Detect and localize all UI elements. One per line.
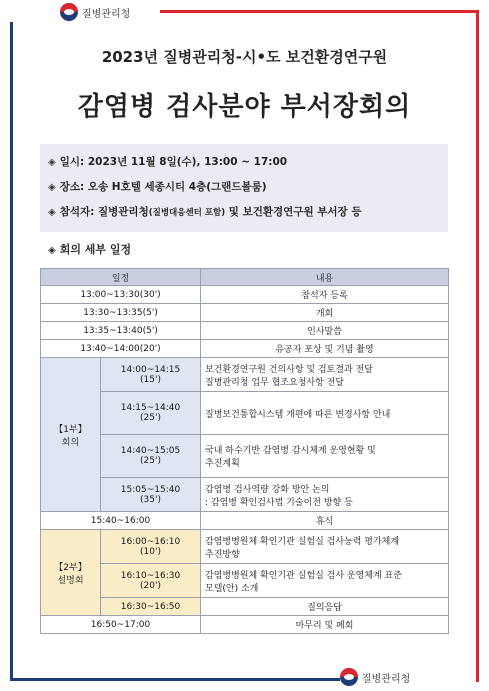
header-time: 일정 — [41, 269, 201, 286]
table-row-part2: 16:30~16:50 질의응답 — [41, 598, 449, 616]
table-row-part2: 【2부】 설명회 16:00~16:10 (10') 감염병병원체 확인기관 실험실 검사능력 평가체계 추진방향 — [41, 530, 449, 564]
diamond-bullet-icon: ◈ — [48, 245, 56, 256]
event-title: 감염병 검사분야 부서장회의 — [77, 92, 412, 122]
frame-bottom-blue-line — [10, 678, 340, 681]
table-row-part1: 15:05~15:40 (35') 감염병 검사역량 강화 방안 논의 : 감염병 확인검사법 기술이전 방향 등 — [41, 478, 449, 512]
table-row-break: 15:40~16:00 휴식 — [41, 512, 449, 530]
kdca-logo-top — [60, 3, 130, 21]
part2-label: 【2부】 설명회 — [41, 530, 101, 616]
table-row: 13:30~13:35(5') 개회 — [41, 304, 449, 322]
info-date: ◈ 일시: 2023년 11월 8일(수), 13:00 ~ 17:00 — [48, 156, 288, 168]
schedule-table — [40, 268, 449, 634]
logo-text: 질병관리청 — [362, 673, 411, 685]
diamond-bullet-icon: ◈ — [48, 157, 56, 168]
table-row-part1: 【1부】 회의 14:00~14:15 (15') 보건환경연구원 건의사항 및 검토결과 전달 질병관리청 업무 협조요청사항 전달 — [41, 358, 449, 392]
info-place: ◈ 장소: 오송 H호텔 세종시티 4층(그랜드볼룸) — [48, 181, 267, 193]
logo-text: 질병관리청 — [82, 8, 131, 20]
table-row: 13:00~13:30(30') 참석자 등록 — [41, 286, 449, 304]
table-row-closing: 16:50~17:00 마무리 및 폐회 — [41, 616, 449, 634]
schedule-section-title: ◈ 회의 세부 일정 — [48, 243, 132, 256]
header-content: 내용 — [201, 269, 449, 286]
part1-label: 【1부】 회의 — [41, 358, 101, 512]
table-row-part2: 16:10~16:30 (20') 감염병병원체 확인기관 실험실 검사 운영체계 표준 모델(안) 소개 — [41, 564, 449, 598]
kdca-logo-bottom — [340, 668, 410, 686]
table-row: 13:40~14:00(20') 유공자 포상 및 기념 촬영 — [41, 340, 449, 358]
kdca-emblem-icon — [60, 3, 78, 21]
table-row-part1: 14:15~14:40 (25') 질병보건통합시스템 개편에 따른 변경사항 안내 — [41, 392, 449, 435]
info-attendees: ◈ 참석자: 질병관리청(질병대응센터 포함) 및 보건환경연구원 부서장 등 — [48, 206, 362, 218]
event-subtitle: 2023년 질병관리청-시•도 보건환경연구원 — [101, 48, 388, 66]
event-info-box — [40, 144, 448, 232]
table-row-part1: 14:40~15:05 (25') 국내 하수기반 감염병 감시체계 운영현황 및 추진계획 — [41, 435, 449, 478]
kdca-emblem-icon — [340, 668, 358, 686]
diamond-bullet-icon: ◈ — [48, 182, 56, 193]
diamond-bullet-icon: ◈ — [48, 207, 56, 218]
table-header-row — [41, 269, 449, 286]
table-row: 13:35~13:40(5') 인사말씀 — [41, 322, 449, 340]
frame-top-red-line — [160, 10, 478, 13]
